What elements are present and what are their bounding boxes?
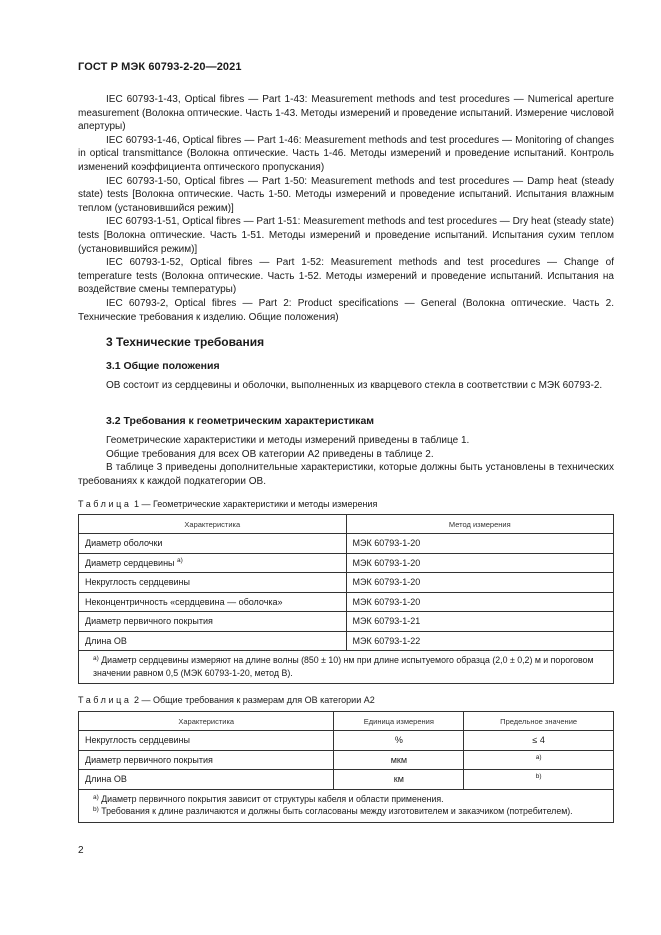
section-3-2-title: 3.2 Требования к геометрическим характеристикам bbox=[106, 415, 375, 427]
table-cell: ≤ 4 bbox=[464, 731, 614, 751]
table-row bbox=[79, 631, 614, 651]
table-1-caption bbox=[78, 499, 377, 509]
section-3-2-text bbox=[78, 434, 614, 488]
table-cell: % bbox=[334, 731, 464, 751]
footnote-mark: а) bbox=[93, 793, 99, 801]
page-number: 2 bbox=[78, 845, 84, 856]
table-cell: МЭК 60793-1-20 bbox=[346, 592, 613, 612]
table-cell: МЭК 60793-1-20 bbox=[346, 534, 613, 554]
footnote-mark: b) bbox=[535, 773, 542, 781]
table-cell: мкм bbox=[334, 750, 464, 770]
table-cell: Некруглость сердцевины bbox=[79, 573, 347, 593]
reference-item: IEC 60793-1-46, Optical fibres — Part 1-46: Measurement methods and test procedures — Monitoring of changes in optical transmittance (Волокна оптические. Часть 1-46. Методы измерений и проведение испытаний. Контроль изменений коэффициента оптического пропускания) bbox=[78, 134, 614, 173]
paragraph: ОВ состоит из сердцевины и оболочки, выполненных из кварцевого стекла в соответствии с МЭК 60793-2. bbox=[106, 380, 603, 391]
table-cell: МЭК 60793-1-21 bbox=[346, 612, 613, 632]
table-cell: МЭК 60793-1-20 bbox=[346, 553, 613, 573]
reference-item: IEC 60793-1-52, Optical fibres — Part 1-52: Measurement methods and test procedures — Change of temperature tests (Волокна оптические. Часть 1-52. Методы измерений и проведение испытаний. Испытания на воздействие смены температуры) bbox=[78, 257, 614, 296]
table-caption-word: Таблица bbox=[78, 695, 132, 705]
section-3-1-text bbox=[78, 379, 614, 393]
footnote-mark: а) bbox=[177, 556, 183, 564]
footnote-mark: а) bbox=[535, 753, 542, 761]
section-3-title: 3 Технические требования bbox=[106, 335, 265, 349]
table-caption-word: Таблица bbox=[78, 499, 132, 509]
table-row bbox=[79, 553, 614, 573]
column-header: Характеристика bbox=[79, 712, 334, 731]
table-cell bbox=[464, 770, 614, 790]
table-caption-text: 2 — Общие требования к размерам для ОВ категории А2 bbox=[131, 695, 375, 705]
table-cell: Диаметр первичного покрытия bbox=[79, 612, 347, 632]
table-row bbox=[79, 750, 614, 770]
table-footnote bbox=[79, 651, 614, 684]
paragraph: Общие требования для всех ОВ категории А2 приведены в таблице 2. bbox=[106, 448, 434, 460]
paragraph: В таблице 3 приведены дополнительные характеристики, которые должны быть установлены в технических требованиях к каждой подкатегории ОВ. bbox=[78, 462, 614, 487]
table-cell: Длина ОВ bbox=[79, 770, 334, 790]
reference-item: IEC 60793-1-50, Optical fibres — Part 1-50: Measurement methods and test procedures — Damp heat (steady state) tests [Волокна оптические. Часть 1-50. Методы измерений и проведение испытаний. Испытания влажным теплом (установившийся режим)] bbox=[78, 175, 614, 214]
table-2-caption bbox=[78, 695, 375, 705]
table-1 bbox=[78, 514, 614, 684]
table-cell: МЭК 60793-1-22 bbox=[346, 631, 613, 651]
table-footnote bbox=[93, 793, 607, 806]
column-header: Характеристика bbox=[79, 515, 347, 534]
table-cell: Диаметр первичного покрытия bbox=[79, 750, 334, 770]
table-footnote bbox=[93, 805, 607, 818]
table-row bbox=[79, 731, 614, 751]
footnote-mark: а) bbox=[93, 655, 99, 662]
table-cell: км bbox=[334, 770, 464, 790]
table-footnotes bbox=[79, 789, 614, 822]
footnote-text: Диаметр первичного покрытия зависит от структуры кабеля и области применения. bbox=[98, 793, 444, 804]
table-row bbox=[79, 573, 614, 593]
normative-references bbox=[78, 93, 614, 324]
section-3-1-title: 3.1 Общие положения bbox=[106, 360, 220, 372]
standard-header: ГОСТ Р МЭК 60793-2-20—2021 bbox=[78, 61, 242, 73]
table-2 bbox=[78, 711, 614, 823]
table-row bbox=[79, 534, 614, 554]
table-cell: Длина ОВ bbox=[79, 631, 347, 651]
column-header: Предельное значение bbox=[464, 712, 614, 731]
table-row bbox=[79, 612, 614, 632]
table-cell: МЭК 60793-1-20 bbox=[346, 573, 613, 593]
cell-text: Диаметр сердцевины bbox=[85, 557, 175, 568]
column-header: Метод измерения bbox=[346, 515, 613, 534]
table-row bbox=[79, 770, 614, 790]
table-header-row bbox=[79, 712, 614, 731]
table-cell: Некруглость сердцевины bbox=[79, 731, 334, 751]
table-cell bbox=[464, 750, 614, 770]
reference-item: IEC 60793-1-51, Optical fibres — Part 1-51: Measurement methods and test procedures — Dry heat (steady state) tests [Волокна оптические. Часть 1-51. Методы измерений и проведение испытаний. Испытания сухим теплом (установившийся режим)] bbox=[78, 216, 614, 255]
footnote-mark: b) bbox=[93, 806, 99, 813]
paragraph: Геометрические характеристики и методы измерений приведены в таблице 1. bbox=[106, 435, 470, 446]
table-row bbox=[79, 592, 614, 612]
table-caption-text: 1 — Геометрические характеристики и методы измерения bbox=[131, 499, 378, 509]
table-note-row bbox=[79, 651, 614, 684]
table-header-row bbox=[79, 515, 614, 534]
table-cell: Неконцентричность «сердцевина — оболочка» bbox=[79, 592, 347, 612]
table-note-row bbox=[79, 789, 614, 822]
column-header: Единица измерения bbox=[334, 712, 464, 731]
reference-item: IEC 60793-1-43, Optical fibres — Part 1-43: Measurement methods and test procedures — Numerical aperture measurement (Волокна оптические. Часть 1-43. Методы измерений и проведение испытаний. Измерение числовой апертуры) bbox=[78, 94, 614, 133]
reference-item: IEC 60793-2, Optical fibres — Part 2: Product specifications — General (Волокна оптические. Часть 2. Технические требования к изделию. Общие положения) bbox=[78, 297, 614, 323]
table-cell bbox=[79, 553, 347, 573]
footnote-text: Требования к длине различаются и должны быть согласованы между изготовителем и заказчиком (потребителем). bbox=[98, 806, 573, 816]
table-cell: Диаметр оболочки bbox=[79, 534, 347, 554]
footnote-text: Диаметр сердцевины измеряют на длине волны (850 ± 10) нм при длине испытуемого образца (2,0 ± 0,2) м и пороговом значении равном 0,5 (МЭК 60793-1-20, метод B). bbox=[93, 655, 594, 678]
